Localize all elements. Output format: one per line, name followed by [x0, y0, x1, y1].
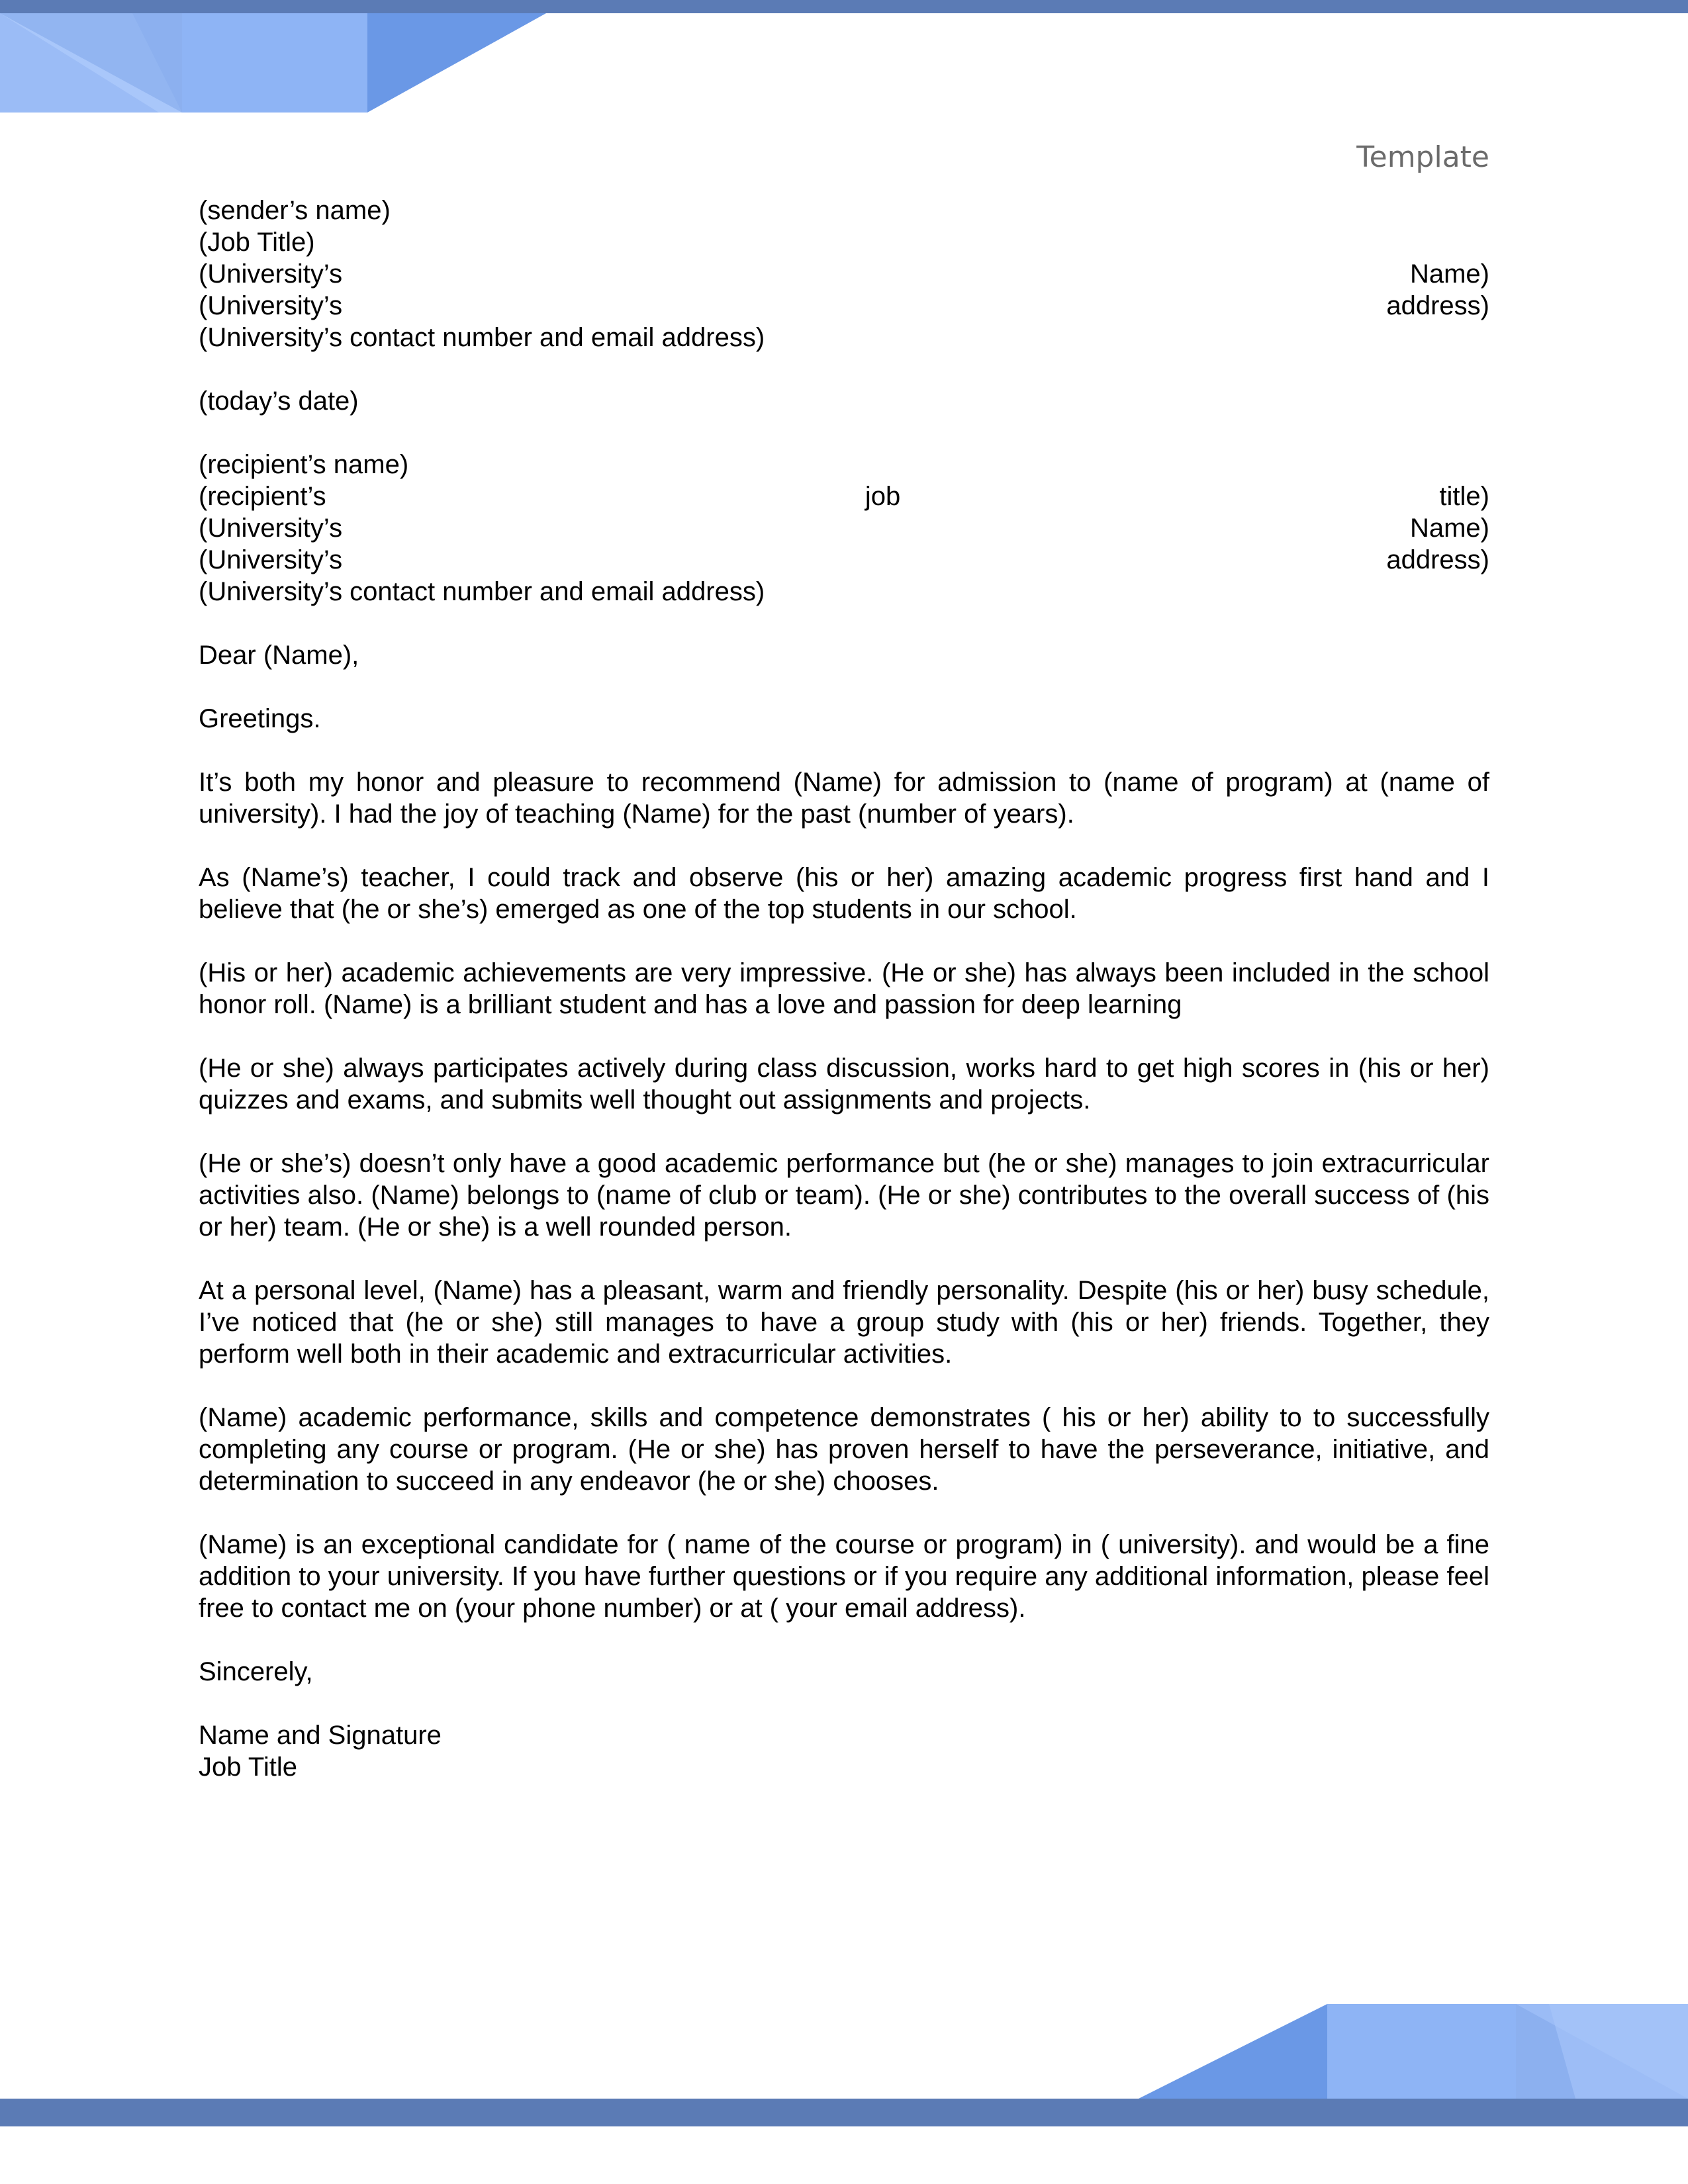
letter-date: (today’s date): [199, 387, 359, 416]
paragraph-personal: At a personal level, (Name) has a pleasant, warm and friendly personality. Despite (his or her) busy schedule, I’ve noticed that (he or she) still manages to have a group study with (his or her) friends. Together, they perform well both in their academic and extracurricular activities.: [199, 1276, 1489, 1369]
recipient-job-title-right: title): [1439, 482, 1489, 511]
sender-university-name-left: (University’s: [199, 259, 343, 289]
sender-university-address-right: address): [1386, 291, 1489, 320]
recipient-university-address-right: address): [1386, 545, 1489, 574]
paragraph-extracurricular: (He or she’s) doesn’t only have a good academic performance but (he or she) manages to join extracurricular activities also. (Name) belongs to (name of club or team). (He or she) contributes to the overall success of (his or her) team. (He or she) is a well rounded person.: [199, 1149, 1489, 1242]
recipient-university-address: [199, 544, 1489, 576]
salutation: Dear (Name),: [199, 641, 359, 670]
template-label: Template: [1356, 140, 1489, 174]
sender-contact: (University’s contact number and email address): [199, 323, 765, 352]
top-banner: [0, 0, 1688, 13]
recipient-university-name-right: Name): [1409, 514, 1489, 543]
greeting: Greetings.: [199, 704, 321, 733]
top-left-corner-decoration: [0, 13, 549, 113]
paragraph-candidate: (Name) is an exceptional candidate for ( name of the course or program) in ( university). and would be a fine addition to your university. If you have further questions or if you require any additional information, please feel free to contact me on (your phone number) or at ( your email address).: [199, 1530, 1489, 1623]
closing: Sincerely,: [199, 1657, 313, 1686]
recipient-contact: (University’s contact number and email address): [199, 577, 765, 606]
letter-body: [199, 195, 1489, 1783]
recipient-university-name-left: (University’s: [199, 514, 343, 543]
sender-university-name: [199, 258, 1489, 290]
recipient-university-name: [199, 512, 1489, 544]
bottom-banner: [0, 2099, 1688, 2126]
paragraph-teacher: As (Name’s) teacher, I could track and observe (his or her) amazing academic progress first hand and I believe that (he or she’s) emerged as one of the top students in our school.: [199, 863, 1489, 924]
recipient-job-title: [199, 480, 1489, 512]
paragraph-participation: (He or she) always participates actively during class discussion, works hard to get high scores in (his or her) quizzes and exams, and submits well thought out assignments and projects.: [199, 1054, 1489, 1115]
recipient-job-title-middle: job: [865, 482, 901, 511]
recipient-job-title-left: (recipient’s: [199, 482, 326, 511]
sender-job-title: (Job Title): [199, 228, 315, 257]
sender-university-name-right: Name): [1409, 259, 1489, 289]
sender-university-address-left: (University’s: [199, 291, 343, 320]
recipient-university-address-left: (University’s: [199, 545, 343, 574]
bottom-right-corner-decoration: [1139, 2004, 1688, 2099]
sender-name: (sender’s name): [199, 196, 391, 225]
paragraph-competence: (Name) academic performance, skills and competence demonstrates ( his or her) ability to to successfully completing any course or program. (He or she) has proven herself to have the perseverance, initiative, and determination to succeed in any endeavor (he or she) chooses.: [199, 1403, 1489, 1496]
signature-job-title: Job Title: [199, 1752, 297, 1782]
paragraph-recommendation: It’s both my honor and pleasure to recommend (Name) for admission to (name of program) at (name of university). I had the joy of teaching (Name) for the past (number of years).: [199, 768, 1489, 829]
paragraph-achievements: (His or her) academic achievements are very impressive. (He or she) has always been included in the school honor roll. (Name) is a brilliant student and has a love and passion for deep learning: [199, 958, 1489, 1019]
signature-name: Name and Signature: [199, 1721, 442, 1750]
recipient-name: (recipient’s name): [199, 450, 409, 479]
sender-university-address: [199, 290, 1489, 322]
